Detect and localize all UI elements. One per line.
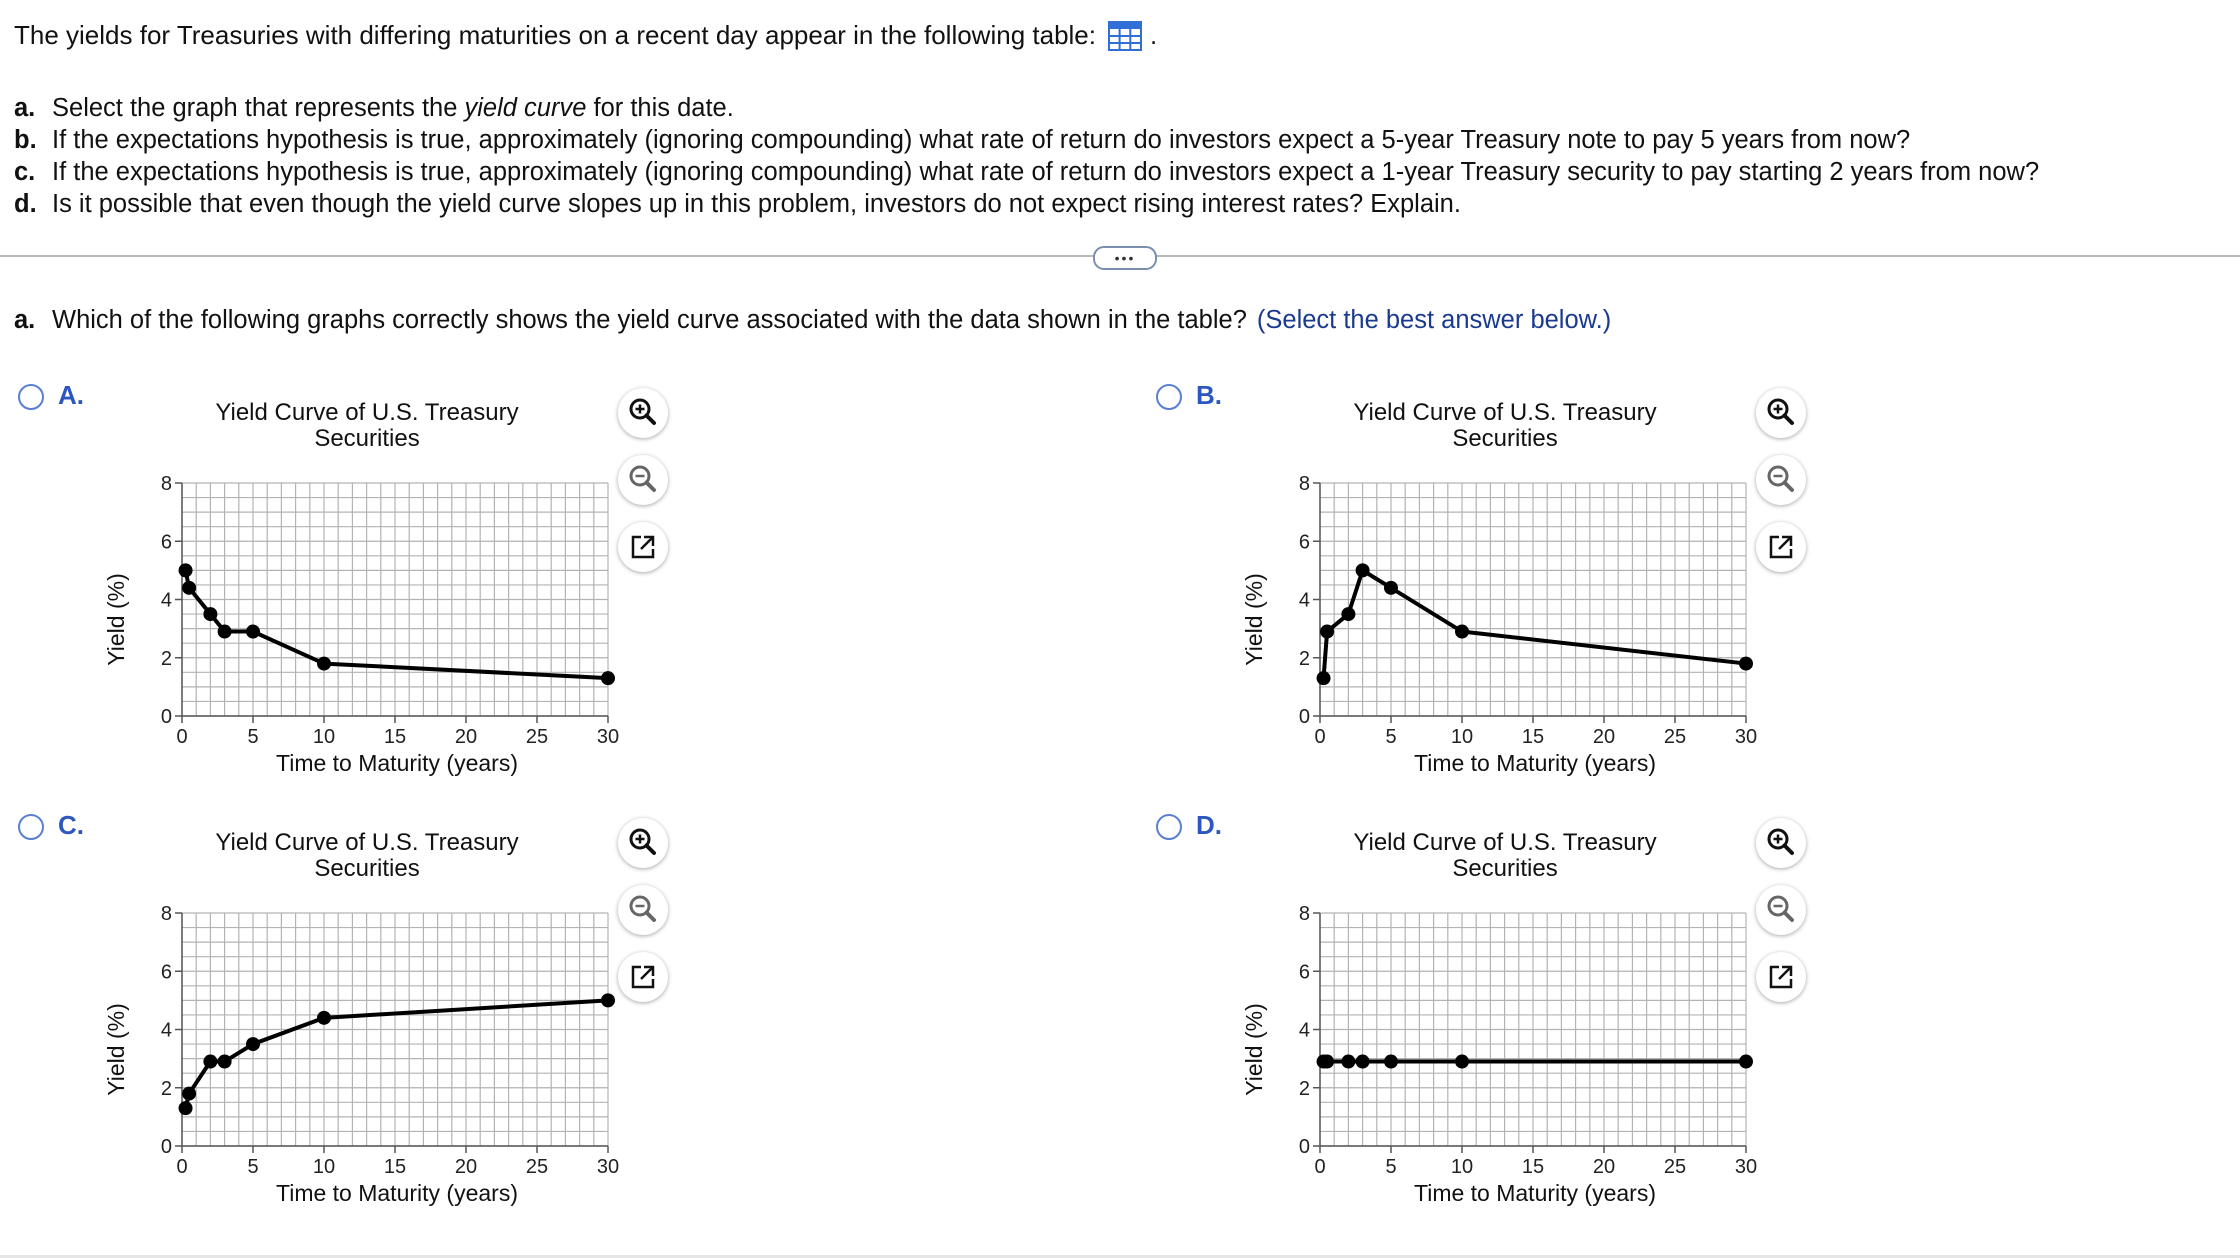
chart-option-b xyxy=(1236,384,1796,814)
y-tick-label: 0 xyxy=(160,1136,172,1158)
y-tick-label: 4 xyxy=(1298,589,1310,612)
y-tick-label: 8 xyxy=(160,903,172,925)
x-tick-label: 20 xyxy=(1592,1156,1616,1178)
data-point xyxy=(1384,1055,1398,1069)
open-new-window-button[interactable] xyxy=(1756,952,1806,1002)
data-point xyxy=(1739,657,1753,671)
part-label: b. xyxy=(14,126,37,154)
x-axis-label: Time to Maturity (years) xyxy=(276,1180,518,1206)
data-point xyxy=(1317,671,1331,685)
x-tick-label: 20 xyxy=(454,1156,478,1178)
x-tick-label: 0 xyxy=(176,726,188,748)
problem-parts xyxy=(14,92,2039,220)
chart-option-c xyxy=(98,814,658,1244)
yield-curve-line xyxy=(186,1000,608,1108)
x-axis-label: Time to Maturity (years) xyxy=(1414,750,1656,776)
zoom-out-icon xyxy=(1756,455,1806,505)
y-tick-label: 0 xyxy=(1298,706,1310,728)
y-tick-label: 4 xyxy=(160,1019,172,1042)
chart-title: Yield Curve of U.S. Treasury xyxy=(1353,399,1657,426)
x-tick-label: 20 xyxy=(1592,726,1616,748)
part-text: If the expectations hypothesis is true, approximately (ignoring compounding) what rate of return do investors expect a 1-year Treasury security to pay starting 2 years from now? xyxy=(52,158,2040,186)
y-tick-label: 2 xyxy=(1298,1077,1310,1100)
yield-curve-line xyxy=(186,570,608,678)
zoom-out-button[interactable] xyxy=(618,455,668,505)
data-point xyxy=(218,625,232,639)
option-d-label: D. xyxy=(1196,810,1222,840)
y-tick-label: 4 xyxy=(160,589,172,612)
x-tick-label: 10 xyxy=(1450,726,1474,748)
data-point xyxy=(246,1037,260,1051)
part-label: d. xyxy=(14,190,37,218)
chart-gridlines xyxy=(1320,913,1746,1146)
intro-period: . xyxy=(1149,20,1158,50)
open-new-window-button[interactable] xyxy=(618,522,668,572)
x-tick-label: 5 xyxy=(1385,1156,1397,1178)
chart-title: Securities xyxy=(314,855,420,882)
chart-title: Yield Curve of U.S. Treasury xyxy=(215,829,519,856)
y-tick-label: 8 xyxy=(160,473,172,495)
data-point xyxy=(182,581,196,595)
zoom-out-icon xyxy=(1756,885,1806,935)
y-tick-label: 8 xyxy=(1298,473,1310,495)
chart-gridlines xyxy=(182,913,608,1146)
part-text: Is it possible that even though the yield curve slopes up in this problem, investors do not expect rising interest rates? Explain. xyxy=(52,190,1461,218)
intro xyxy=(14,20,1157,51)
open-new-window-button[interactable] xyxy=(1756,522,1806,572)
data-point xyxy=(1455,1055,1469,1069)
x-tick-label: 30 xyxy=(1734,726,1758,748)
option-a[interactable] xyxy=(18,380,1118,814)
zoom-in-icon xyxy=(618,388,668,438)
chart-title: Securities xyxy=(314,425,420,452)
x-tick-label: 0 xyxy=(1314,1156,1326,1178)
data-point xyxy=(601,671,615,685)
data-point xyxy=(1320,625,1334,639)
question-a xyxy=(14,306,1611,335)
x-tick-label: 15 xyxy=(383,1156,407,1178)
problem-part xyxy=(14,124,2039,156)
data-point xyxy=(1384,581,1398,595)
zoom-in-button[interactable] xyxy=(618,818,668,868)
option-a-label: A. xyxy=(58,380,84,410)
x-tick-label: 10 xyxy=(312,726,336,748)
problem-part xyxy=(14,156,2039,188)
x-tick-label: 5 xyxy=(247,1156,259,1178)
radio-option-d[interactable] xyxy=(1156,814,1182,840)
option-c-label: C. xyxy=(58,810,84,840)
zoom-out-icon xyxy=(618,885,668,935)
x-tick-label: 10 xyxy=(312,1156,336,1178)
x-tick-label: 10 xyxy=(1450,1156,1474,1178)
zoom-in-icon xyxy=(1756,388,1806,438)
y-tick-label: 6 xyxy=(160,961,172,984)
zoom-out-button[interactable] xyxy=(1756,885,1806,935)
question-label: a. xyxy=(14,306,36,334)
part-text: for this date. xyxy=(586,94,734,122)
data-point xyxy=(179,563,193,577)
zoom-out-button[interactable] xyxy=(618,885,668,935)
y-tick-label: 2 xyxy=(1298,647,1310,670)
external-link-icon xyxy=(618,522,668,572)
y-axis-label: Yield (%) xyxy=(1241,573,1267,666)
x-axis-label: Time to Maturity (years) xyxy=(1414,1180,1656,1206)
data-point xyxy=(1455,625,1469,639)
x-tick-label: 25 xyxy=(525,1156,549,1178)
y-tick-label: 8 xyxy=(1298,903,1310,925)
x-tick-label: 0 xyxy=(176,1156,188,1178)
data-point xyxy=(218,1055,232,1069)
y-tick-label: 0 xyxy=(160,706,172,728)
expand-more-button[interactable]: ••• xyxy=(1093,246,1157,270)
part-text: If the expectations hypothesis is true, approximately (ignoring compounding) what rate of return do investors expect a 5-year Treasury note to pay 5 years from now? xyxy=(52,126,1911,154)
x-tick-label: 25 xyxy=(1663,1156,1687,1178)
external-link-icon xyxy=(1756,952,1806,1002)
y-tick-label: 6 xyxy=(160,531,172,554)
question-hint: (Select the best answer below.) xyxy=(1256,306,1612,334)
option-b[interactable] xyxy=(1156,380,2240,814)
y-axis-label: Yield (%) xyxy=(103,1003,129,1096)
data-point xyxy=(203,1055,217,1069)
zoom-in-button[interactable] xyxy=(618,388,668,438)
x-tick-label: 15 xyxy=(383,726,407,748)
data-point xyxy=(317,657,331,671)
problem-part xyxy=(14,92,2039,124)
part-label: c. xyxy=(14,158,36,186)
chart-gridlines xyxy=(182,483,608,716)
radio-option-c[interactable] xyxy=(18,814,44,840)
x-axis-label: Time to Maturity (years) xyxy=(276,750,518,776)
data-point xyxy=(317,1011,331,1025)
option-b-label: B. xyxy=(1196,380,1222,410)
open-new-window-button[interactable] xyxy=(618,952,668,1002)
x-tick-label: 5 xyxy=(1385,726,1397,748)
y-tick-label: 6 xyxy=(1298,961,1310,984)
radio-option-b[interactable] xyxy=(1156,384,1182,410)
data-point xyxy=(1341,607,1355,621)
option-d[interactable] xyxy=(1156,810,2240,1244)
y-tick-label: 6 xyxy=(1298,531,1310,554)
data-point xyxy=(1739,1055,1753,1069)
data-table-icon[interactable] xyxy=(1108,21,1142,51)
part-text: yield curve xyxy=(464,94,587,122)
problem-part xyxy=(14,188,2039,220)
x-tick-label: 15 xyxy=(1521,726,1545,748)
option-c[interactable] xyxy=(18,810,1118,1244)
chart-title: Securities xyxy=(1452,855,1558,882)
data-point xyxy=(1356,1055,1370,1069)
x-tick-label: 30 xyxy=(596,1156,620,1178)
data-point xyxy=(179,1101,193,1115)
x-tick-label: 0 xyxy=(1314,726,1326,748)
data-point xyxy=(203,607,217,621)
zoom-in-button[interactable] xyxy=(1756,388,1806,438)
x-tick-label: 20 xyxy=(454,726,478,748)
zoom-in-icon xyxy=(618,818,668,868)
x-tick-label: 15 xyxy=(1521,1156,1545,1178)
data-point xyxy=(182,1087,196,1101)
data-point xyxy=(1356,563,1370,577)
zoom-out-icon xyxy=(618,455,668,505)
zoom-in-icon xyxy=(1756,818,1806,868)
chart-title: Yield Curve of U.S. Treasury xyxy=(1353,829,1657,856)
data-point xyxy=(1320,1055,1334,1069)
x-tick-label: 25 xyxy=(525,726,549,748)
radio-option-a[interactable] xyxy=(18,384,44,410)
y-tick-label: 4 xyxy=(1298,1019,1310,1042)
chart-gridlines xyxy=(1320,483,1746,716)
y-tick-label: 2 xyxy=(160,647,172,670)
x-tick-label: 30 xyxy=(1734,1156,1758,1178)
y-axis-label: Yield (%) xyxy=(1241,1003,1267,1096)
y-tick-label: 0 xyxy=(1298,1136,1310,1158)
zoom-in-button[interactable] xyxy=(1756,818,1806,868)
question-text: Which of the following graphs correctly shows the yield curve associated with the data shown in the table? xyxy=(52,306,1247,334)
x-tick-label: 30 xyxy=(596,726,620,748)
data-point xyxy=(601,993,615,1007)
chart-title: Yield Curve of U.S. Treasury xyxy=(215,399,519,426)
data-point xyxy=(1341,1055,1355,1069)
x-tick-label: 5 xyxy=(247,726,259,748)
data-point xyxy=(246,625,260,639)
chart-title: Securities xyxy=(1452,425,1558,452)
external-link-icon xyxy=(618,952,668,1002)
part-label: a. xyxy=(14,94,36,122)
x-tick-label: 25 xyxy=(1663,726,1687,748)
chart-option-d xyxy=(1236,814,1796,1244)
part-text: Select the graph that represents the xyxy=(52,94,465,122)
y-axis-label: Yield (%) xyxy=(103,573,129,666)
intro-text: The yields for Treasuries with differing maturities on a recent day appear in the following table: xyxy=(14,20,1096,50)
y-tick-label: 2 xyxy=(160,1077,172,1100)
zoom-out-button[interactable] xyxy=(1756,455,1806,505)
chart-option-a xyxy=(98,384,658,814)
external-link-icon xyxy=(1756,522,1806,572)
